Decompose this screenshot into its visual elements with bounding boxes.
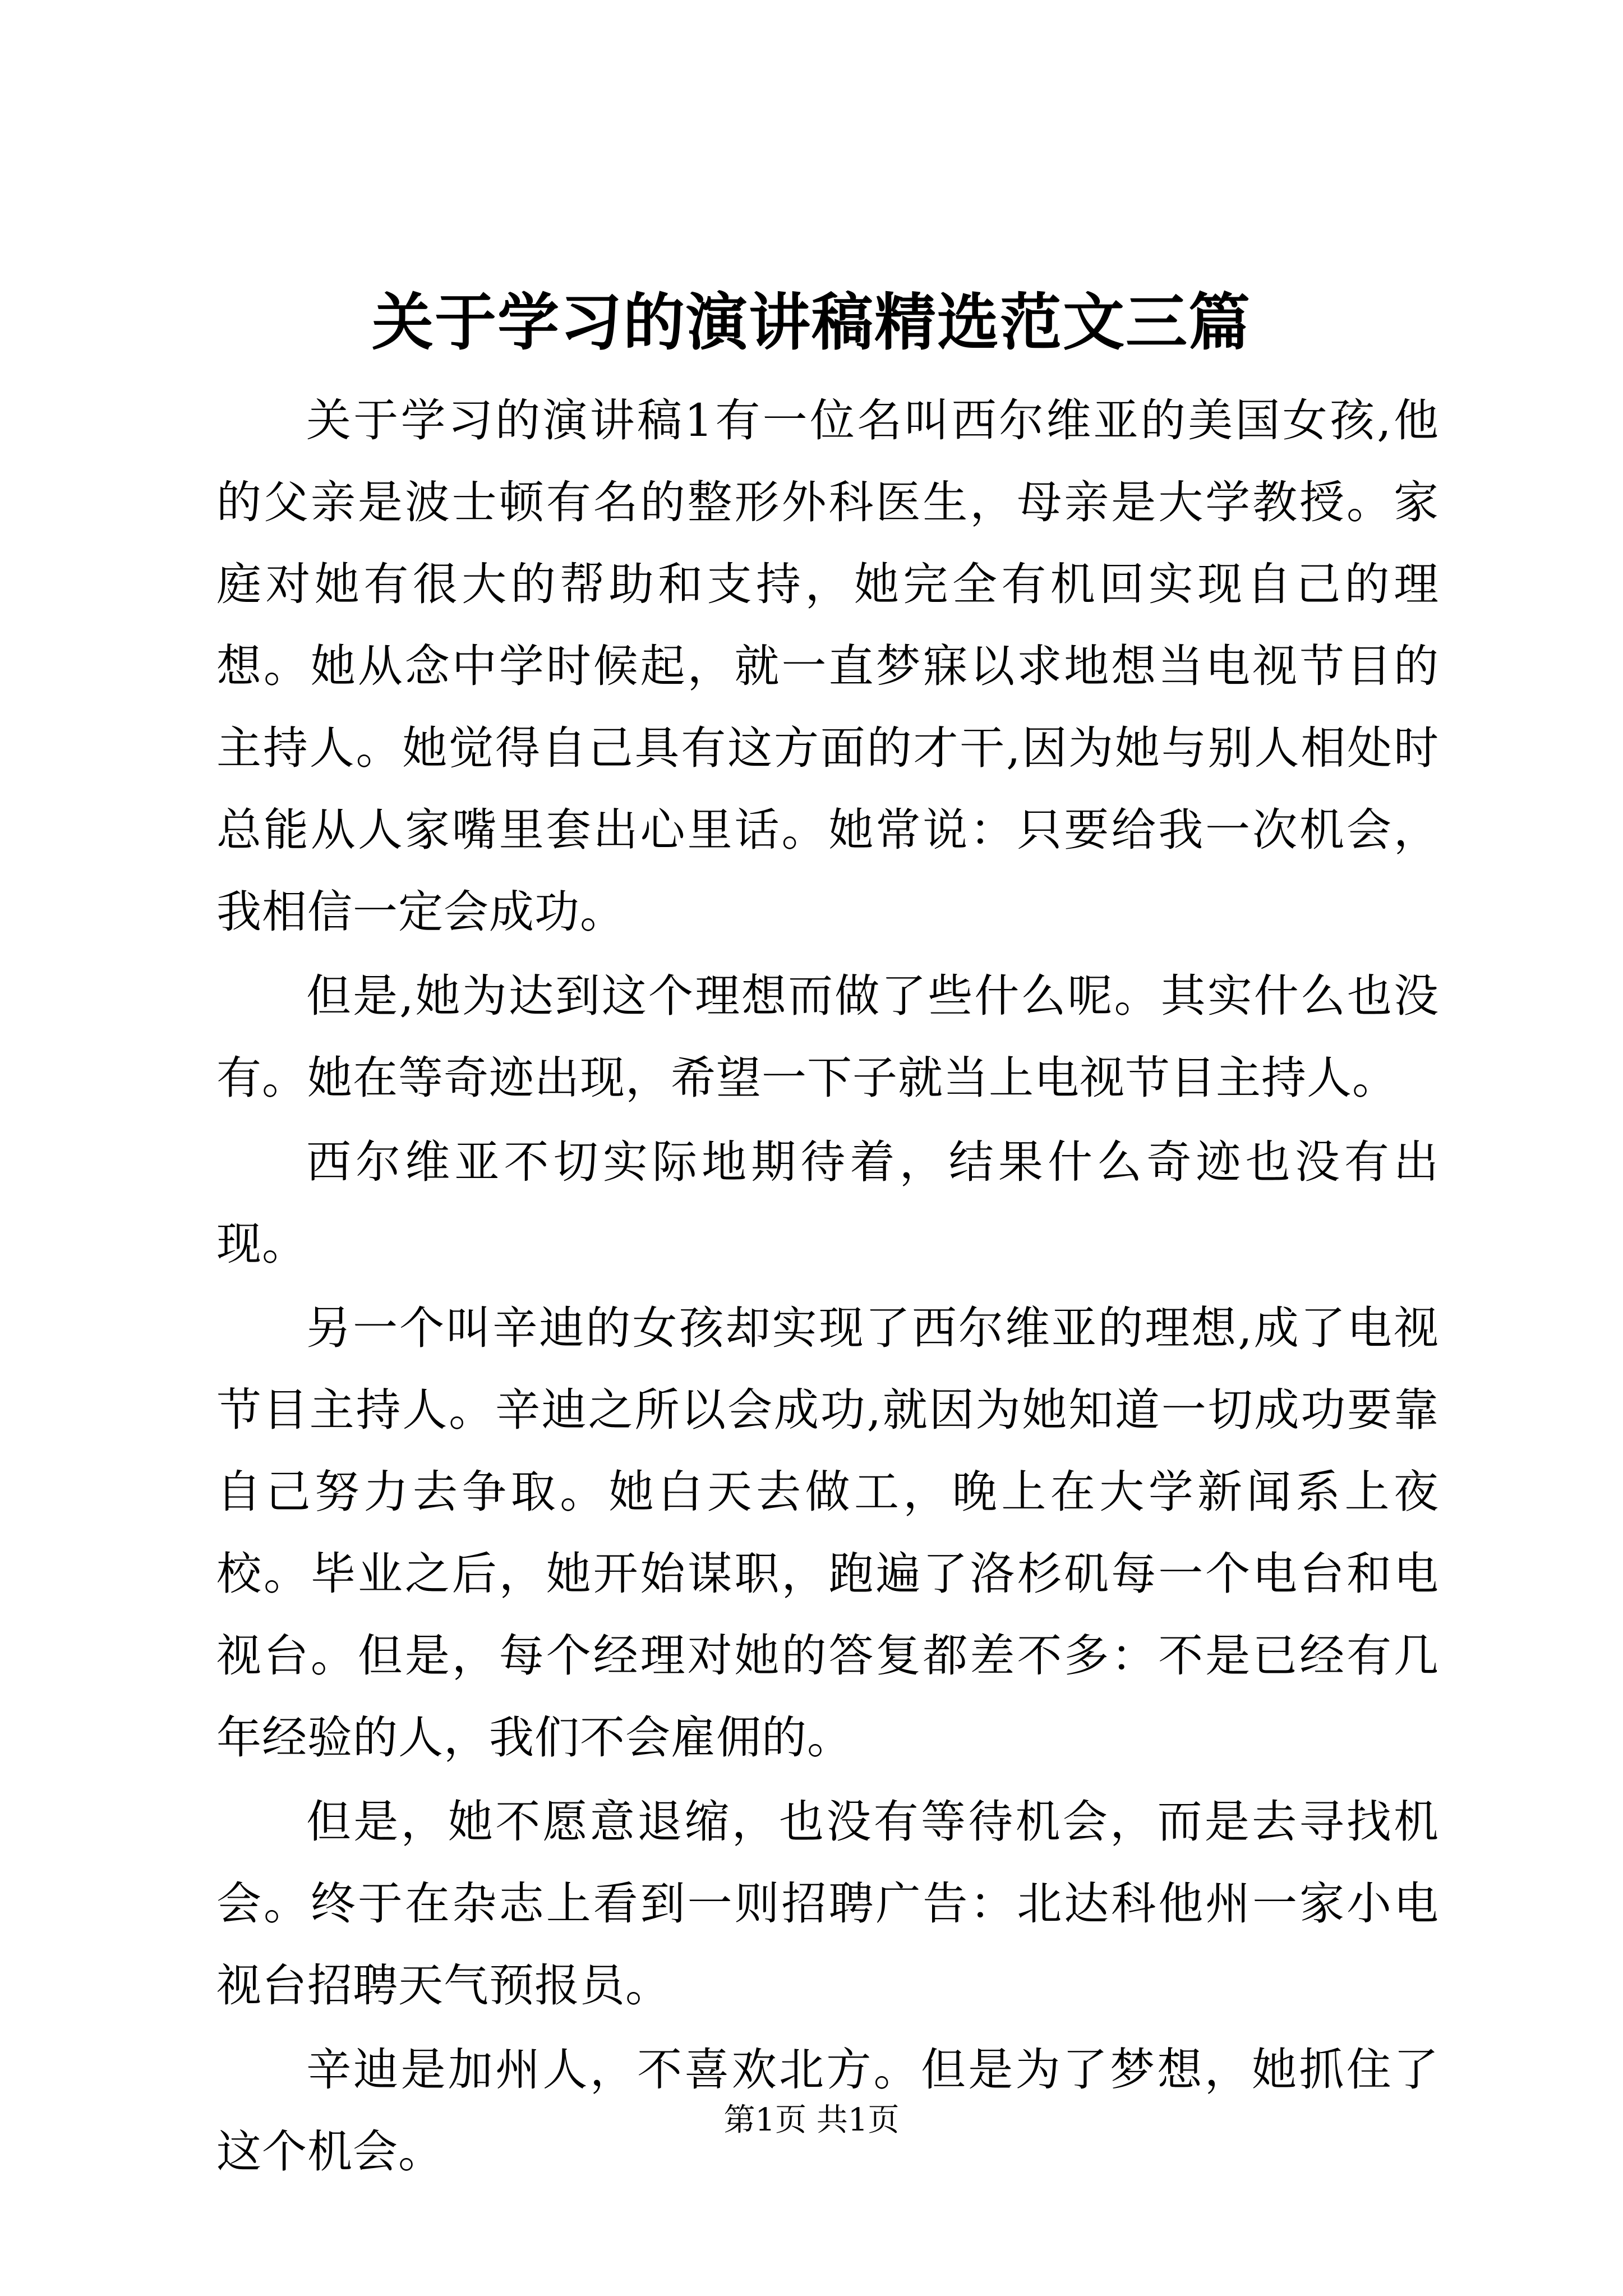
paragraph-1: 关于学习的演讲稿1有一位名叫西尔维亚的美国女孩,他的父亲是波士顿有名的整形外科医生，母亲是大学教授。家庭对她有很大的帮助和支持，她完全有机回实现自己的理想。她从念中学时候起，就一直梦寐以求地想当电视节目的主持人。她觉得自己具有这方面的才干,因为她与别人相处时总能从人家嘴里套出心里话。她常说：只要给我一次机会，我相信一定会成功。: [216, 394, 1439, 938]
document-body: [216, 380, 1439, 2195]
paragraph-3: 西尔维亚不切实际地期待着，结果什么奇迹也没有出现。: [216, 1136, 1439, 1270]
paragraph-6: 辛迪是加州人，不喜欢北方。但是为了梦想，她抓住了这个机会。: [216, 2044, 1439, 2178]
paragraph-5: 但是，她不愿意退缩，也没有等待机会，而是去寻找机会。终于在杂志上看到一则招聘广告：北达科他州一家小电视台招聘天气预报员。: [216, 1796, 1439, 2012]
paragraph-4: 另一个叫辛迪的女孩却实现了西尔维亚的理想,成了电视节目主持人。辛迪之所以会成功,就因为她知道一切成功要靠自己努力去争取。她白天去做工，晚上在大学新闻系上夜校。毕业之后，她开始谋职，跑遍了洛杉矶每一个电台和电视台。但是，每个经理对她的答复都差不多：不是已经有几年经验的人，我们不会雇佣的。: [216, 1302, 1439, 1764]
paragraph-2: 但是,她为达到这个理想而做了些什么呢。其实什么也没有。她在等奇迹出现，希望一下子就当上电视节目主持人。: [216, 970, 1439, 1104]
document-title: 关于学习的演讲稿精选范文三篇: [372, 286, 1251, 358]
page-footer: 第1页 共1页: [723, 2102, 900, 2138]
